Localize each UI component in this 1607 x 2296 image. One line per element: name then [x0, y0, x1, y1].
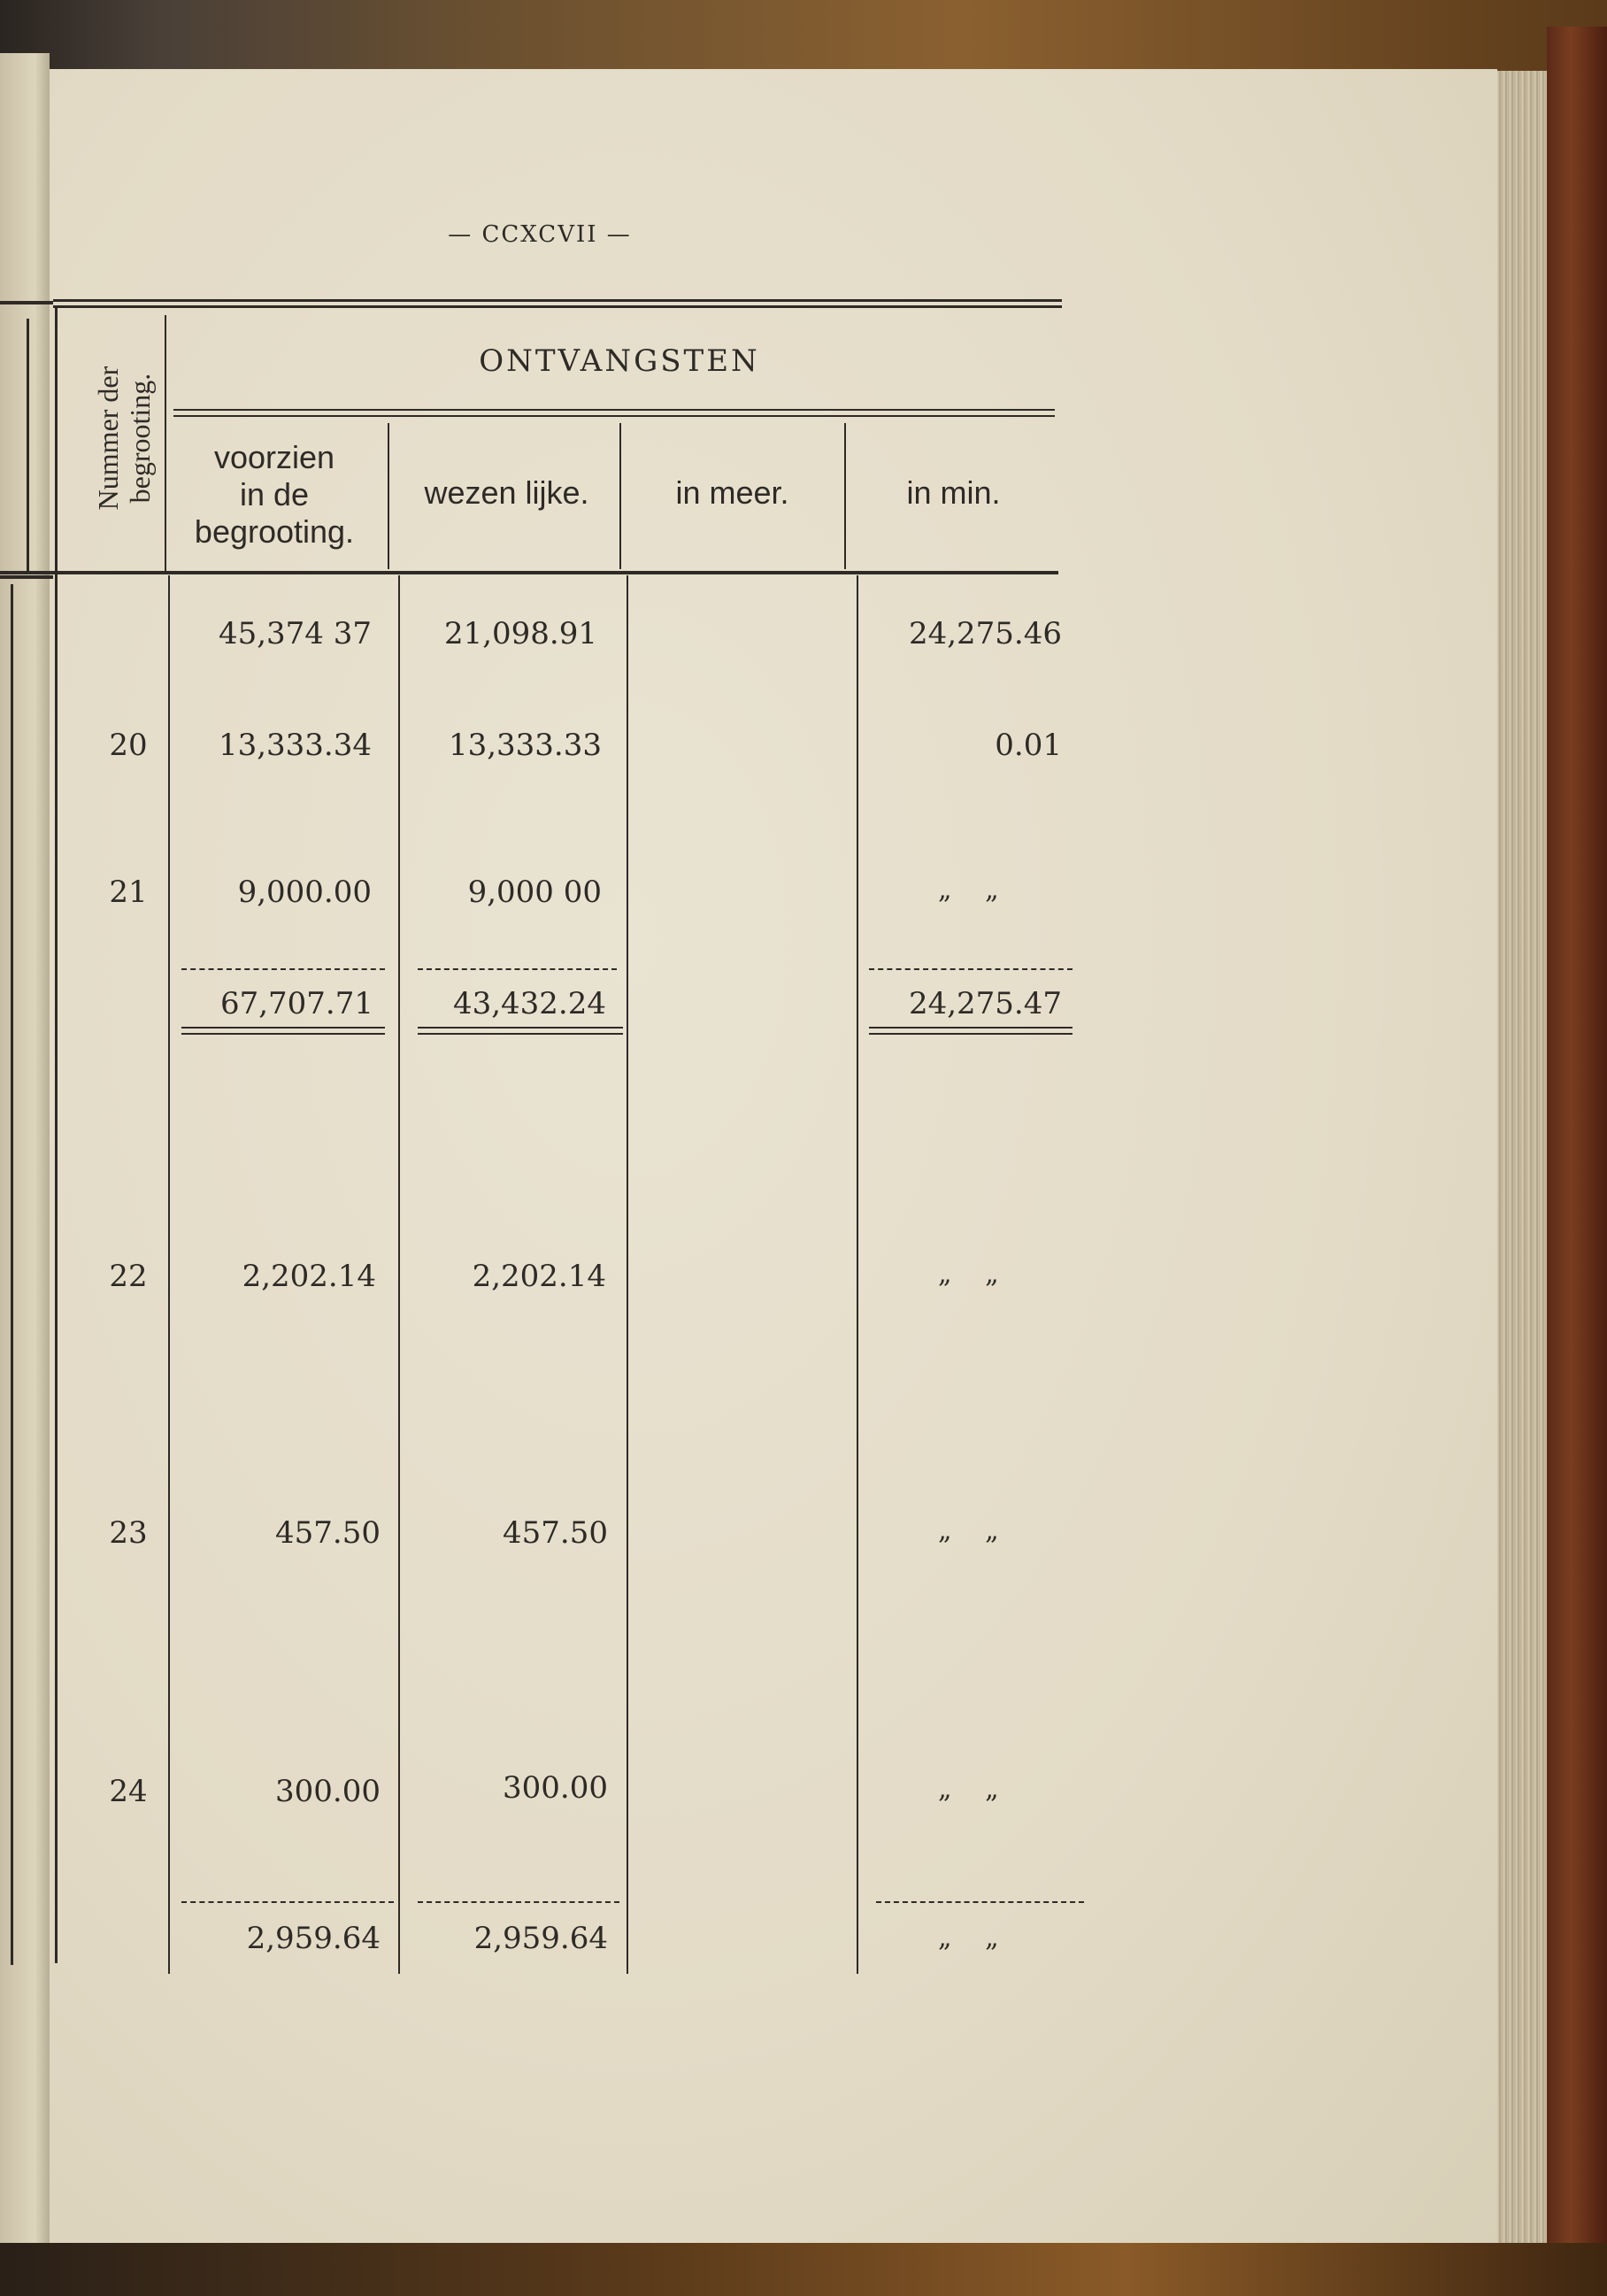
header-line: in de — [239, 476, 310, 512]
header-bottom-rule — [0, 571, 1058, 574]
cell-voorzien: 13,333.34 — [218, 728, 372, 763]
row-number: 21 — [109, 874, 148, 910]
subtotal-dash — [418, 968, 617, 970]
column-header-in-meer — [624, 474, 841, 512]
cell-voorzien-total: 67,707.71 — [219, 986, 373, 1021]
cell-voorzien: 9,000.00 — [237, 874, 372, 910]
book-bottom-edge — [0, 2243, 1607, 2296]
page-number: — CCXCVII — — [448, 221, 632, 248]
cell-wezenlijke-total: 43,432.24 — [452, 986, 606, 1021]
cell-in-min: 0.01 — [995, 728, 1062, 763]
table-top-rule — [53, 305, 1062, 308]
subtotal-dash — [869, 968, 1073, 970]
subtotal-dash — [181, 968, 385, 970]
table-title: ONTVANGSTEN — [479, 343, 760, 379]
total-rule — [418, 1033, 623, 1035]
subtotal-dash — [418, 1901, 619, 1903]
cell-in-min-total: „ „ — [938, 1922, 999, 1953]
cell-voorzien: 457.50 — [275, 1515, 381, 1551]
column-header-voorzien — [168, 439, 381, 551]
book-top-edge — [0, 0, 1607, 71]
table-top-rule — [53, 299, 1062, 302]
cell-in-min: 24,275.46 — [908, 616, 1062, 651]
cell-wezenlijke: 21,098.91 — [443, 616, 597, 651]
title-rule — [173, 415, 1055, 417]
page-edges — [1496, 71, 1547, 2248]
subtotal-dash — [876, 1901, 1084, 1903]
left-page-edge — [0, 53, 50, 2248]
cell-voorzien: 45,374 37 — [218, 616, 372, 651]
row-header-rule — [55, 308, 58, 1963]
cell-in-min: „ „ — [938, 874, 999, 905]
subtotal-dash — [181, 1901, 394, 1903]
title-rule — [173, 409, 1055, 411]
header-line: in min. — [906, 474, 1001, 511]
header-separator — [844, 423, 846, 569]
cell-wezenlijke: 457.50 — [503, 1515, 608, 1551]
cell-wezenlijke: 13,333.33 — [448, 728, 602, 763]
total-rule — [181, 1027, 385, 1029]
row-header-label: Nummer der begrooting. — [92, 366, 156, 511]
total-rule — [181, 1033, 385, 1035]
header-line: wezen lijke. — [424, 474, 589, 511]
cell-wezenlijke: 300.00 — [503, 1770, 608, 1806]
cell-wezenlijke-total: 2,959.64 — [473, 1921, 608, 1956]
column-separator — [627, 575, 628, 1974]
cell-wezenlijke: 9,000 00 — [467, 874, 602, 910]
cell-voorzien: 300.00 — [275, 1774, 381, 1809]
left-page-rule — [0, 301, 53, 304]
cell-voorzien-total: 2,959.64 — [246, 1921, 381, 1956]
cell-wezenlijke: 2,202.14 — [472, 1259, 606, 1294]
header-line: voorzien — [213, 439, 335, 475]
row-number: 24 — [109, 1774, 148, 1809]
left-page-rule — [27, 319, 29, 574]
column-separator — [857, 575, 858, 1974]
left-page-rule — [0, 575, 53, 579]
cell-in-min: „ „ — [938, 1259, 999, 1290]
header-separator — [388, 423, 389, 569]
total-rule — [418, 1027, 623, 1029]
column-header-wezenlijke — [394, 474, 619, 512]
header-line: in meer. — [675, 474, 789, 511]
header-line: begrooting. — [194, 513, 355, 550]
total-rule — [869, 1027, 1073, 1029]
header-separator — [619, 423, 621, 569]
cell-voorzien: 2,202.14 — [242, 1259, 376, 1294]
cell-in-min: „ „ — [938, 1515, 999, 1546]
book-right-board — [1547, 27, 1607, 2292]
left-page-rule — [11, 584, 13, 1965]
document-page — [50, 69, 1497, 2243]
total-rule — [869, 1033, 1073, 1035]
row-number: 23 — [109, 1515, 148, 1551]
column-header-in-min — [850, 474, 1057, 512]
column-separator — [398, 575, 400, 1974]
column-separator — [168, 575, 170, 1974]
row-number: 20 — [109, 728, 148, 763]
cell-in-min-total: 24,275.47 — [908, 986, 1062, 1021]
row-number: 22 — [109, 1259, 148, 1294]
cell-in-min: „ „ — [938, 1774, 999, 1805]
